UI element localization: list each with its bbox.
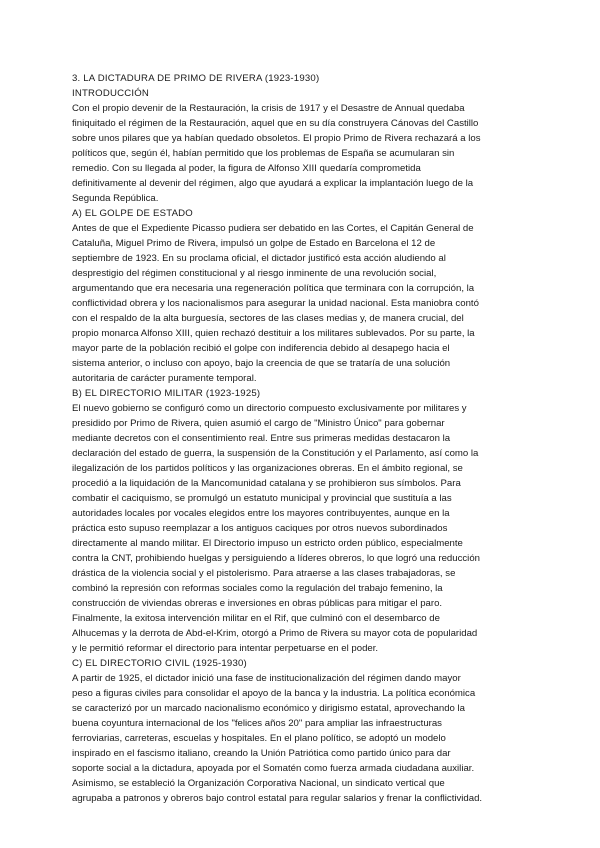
paragraph-line: con el respaldo de la alta burguesía, sectores de las clases medias y, de manera crucial, del xyxy=(72,313,464,324)
paragraph-line: septiembre de 1923. En su proclama oficial, el dictador justificó esta acción aludiendo al xyxy=(72,253,446,264)
paragraph-line: contra la CNT, prohibiendo huelgas y persiguiendo a líderes obreros, lo que logró una reducción xyxy=(72,553,480,564)
section-heading: INTRODUCCIÓN xyxy=(72,88,150,99)
paragraph-line: peso a figuras civiles para consolidar el apoyo de la banca y la industria. La política económica xyxy=(72,688,476,699)
paragraph-line: inspirado en el fascismo italiano, creando la Unión Patriótica como partido único para dar xyxy=(72,748,451,759)
paragraph-line: remedio. Con su llegada al poder, la figura de Alfonso XIII quedaría comprometida xyxy=(72,163,421,174)
paragraph-line: combatir el caciquismo, se promulgó un estatuto municipal y provincial que sustituía a las xyxy=(72,493,452,504)
paragraph-line: combinó la represión con reformas sociales como la regulación del trabajo femenino, la xyxy=(72,583,443,594)
paragraph-line: El nuevo gobierno se configuró como un directorio compuesto exclusivamente por militares y xyxy=(72,403,467,414)
paragraph-line: políticos que, según él, habían permitido que los problemas de España se acumularan sin xyxy=(72,148,455,159)
section-heading: C) EL DIRECTORIO CIVIL (1925-1930) xyxy=(72,658,247,669)
paragraph-line: agrupaba a patronos y obreros bajo control estatal para regular salarios y frenar la conflictividad. xyxy=(72,793,483,804)
paragraph-line: sobre unos pilares que ya habían quedado obsoletos. El propio Primo de Rivera rechazará a los xyxy=(72,133,481,144)
paragraph-line: mediante decretos con el consentimiento real. Entre sus primeras medidas destacaron la xyxy=(72,433,451,444)
paragraph-line: construcción de viviendas obreras e inversiones en obras públicas para mitigar el paro. xyxy=(72,598,443,609)
paragraph-line: sistema anterior, o incluso con apoyo, bajo la creencia de que se trataría de una solución xyxy=(72,358,451,369)
document-title: 3. LA DICTADURA DE PRIMO DE RIVERA (1923-1930) xyxy=(72,73,320,84)
paragraph-line: práctica esto supuso reemplazar a los antiguos caciques por otros nuevos subordinados xyxy=(72,523,448,534)
paragraph-line: mayor parte de la población recibió el golpe con indiferencia debido al desapego hacia el xyxy=(72,343,450,354)
paragraph-line: presidido por Primo de Rivera, quien asumió el cargo de "Ministro Único" para gobernar xyxy=(72,418,445,429)
paragraph-line: drástica de la violencia social y el pistolerismo. Para atraerse a las clases trabajadoras, se xyxy=(72,568,456,579)
section-heading: A) EL GOLPE DE ESTADO xyxy=(72,208,193,219)
paragraph-line: soporte social a la dictadura, apoyada por el Somatén como fuerza armada ciudadana auxiliar. xyxy=(72,763,475,774)
paragraph-line: buena coyuntura internacional de los "felices años 20" para ampliar las infraestructuras xyxy=(72,718,442,729)
paragraph-line: propio monarca Alfonso XIII, quien rechazó destituir a los militares sublevados. Por su parte, la xyxy=(72,328,475,339)
section-golpe-de-estado xyxy=(72,206,530,386)
paragraph-line: Cataluña, Miguel Primo de Rivera, impulsó un golpe de Estado en Barcelona el 12 de xyxy=(72,238,436,249)
section-directorio-civil xyxy=(72,656,530,806)
paragraph-line: conflictividad obrera y los nacionalismos para asegurar la unidad nacional. Esta maniobra contó xyxy=(72,298,479,309)
paragraph-line: procedió a la liquidación de la Mancomunidad catalana y se prohibieron sus símbolos. Para xyxy=(72,478,461,489)
paragraph-line: autoritaria de carácter puramente temporal. xyxy=(72,373,257,384)
paragraph-line: finiquitado el régimen de la Restauración, aquel que en su día construyera Cánovas del Castillo xyxy=(72,118,479,129)
section-directorio-militar xyxy=(72,386,530,656)
paragraph-line: Con el propio devenir de la Restauración, la crisis de 1917 y el Desastre de Annual quedaba xyxy=(72,103,465,114)
paragraph-line: A partir de 1925, el dictador inició una fase de institucionalización del régimen dando mayor xyxy=(72,673,461,684)
paragraph-line: Antes de que el Expediente Picasso pudiera ser debatido en las Cortes, el Capitán General de xyxy=(72,223,474,234)
paragraph-line: Alhucemas y la derrota de Abd-el-Krim, otorgó a Primo de Rivera su mayor cota de popularidad xyxy=(72,628,478,639)
paragraph-line: y le permitió reformar el directorio para intentar perpetuarse en el poder. xyxy=(72,643,379,654)
paragraph-line: definitivamente al devenir del régimen, algo que ayudará a explicar la implantación luego de la xyxy=(72,178,474,189)
paragraph-line: Finalmente, la exitosa intervención militar en el Rif, que culminó con el desembarco de xyxy=(72,613,440,624)
paragraph-line: directamente al mando militar. El Directorio impuso un estricto orden público, especialmente xyxy=(72,538,463,549)
paragraph-line: Segunda República. xyxy=(72,193,159,204)
paragraph-line: declaración del estado de guerra, la suspensión de la Constitución y el Parlamento, así como la xyxy=(72,448,479,459)
paragraph-line: ferroviarias, carreteras, escuelas y hospitales. En el plano político, se adoptó un modelo xyxy=(72,733,446,744)
paragraph-line: Asimismo, se estableció la Organización Corporativa Nacional, un sindicato vertical que xyxy=(72,778,445,789)
paragraph-line: desprestigio del régimen constitucional y al riesgo inminente de una revolución social, xyxy=(72,268,437,279)
paragraph-line: autoridades locales por vocales elegidos entre los mayores contribuyentes, aunque en la xyxy=(72,508,450,519)
section-heading: B) EL DIRECTORIO MILITAR (1923-1925) xyxy=(72,388,261,399)
document-page xyxy=(72,71,530,806)
section-introduccion xyxy=(72,86,530,206)
paragraph-line: se caracterizó por un marcado nacionalismo económico y dirigismo estatal, aprovechando la xyxy=(72,703,466,714)
paragraph-line: ilegalización de los partidos políticos y las organizaciones obreras. En el ámbito regional, se xyxy=(72,463,463,474)
paragraph-line: argumentando que era necesaria una regeneración política que terminara con la corrupción, la xyxy=(72,283,475,294)
